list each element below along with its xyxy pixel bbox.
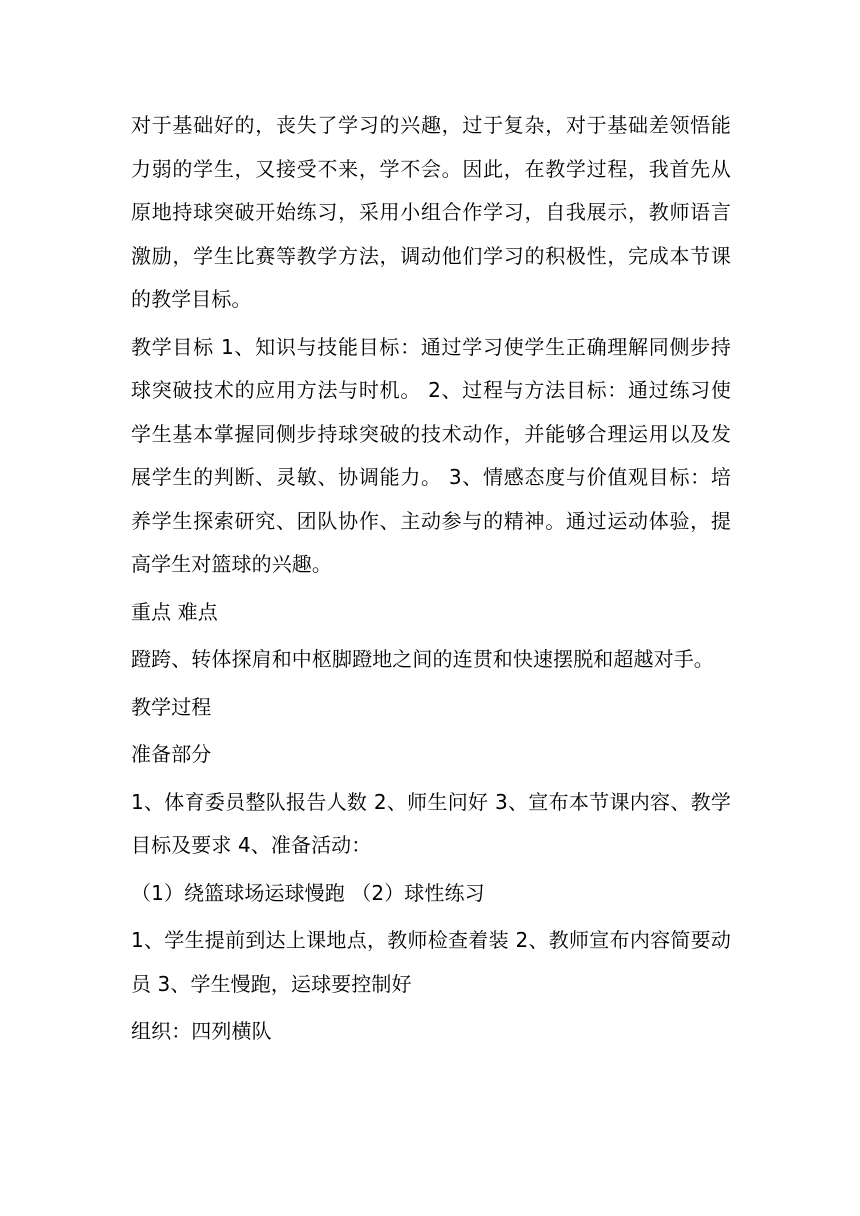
- paragraph-warmup-activities: （1）绕篮球场运球慢跑 （2）球性练习: [131, 880, 485, 905]
- paragraph-organization: 组织：四列横队: [131, 1019, 272, 1043]
- heading-key-difficult-points: 重点 难点: [131, 599, 218, 624]
- paragraph-student-teacher-requirements: 1、学生提前到达上课地点，教师检查着装 2、教师宣布内容简要动员 3、学生慢跑，运球要控制好: [131, 928, 731, 996]
- paragraph-teaching-goals: 教学目标 1、知识与技能目标：通过学习使学生正确理解同侧步持球突破技术的应用方法与时机。 2、过程与方法目标：通过练习使学生基本掌握同侧步持球突破的技术动作，并能够合理运用以及发展学生的判断、灵敏、协调能力。 3、情感态度与价值观目标：培养学生探索研究、团队协作、主动参与的精神。通过运动体验，提高学生对篮球的兴趣。: [131, 334, 731, 576]
- paragraph-preparation-steps: 1、体育委员整队报告人数 2、师生问好 3、宣布本节课内容、教学目标及要求 4、准备活动：: [131, 789, 731, 857]
- document-body: [131, 104, 731, 1058]
- paragraph-key-difficult-content: 蹬跨、转体探肩和中枢脚蹬地之间的连贯和快速摆脱和超越对手。: [131, 647, 714, 671]
- heading-teaching-process: 教学过程: [131, 694, 212, 719]
- paragraph-intro: 对于基础好的，丧失了学习的兴趣，过于复杂，对于基础差领悟能力弱的学生，又接受不来，学不会。因此，在教学过程，我首先从原地持球突破开始练习，采用小组合作学习，自我展示，教师语言激励，学生比赛等教学方法，调动他们学习的积极性，完成本节课的教学目标。: [131, 113, 731, 311]
- heading-preparation-part: 准备部分: [131, 742, 212, 766]
